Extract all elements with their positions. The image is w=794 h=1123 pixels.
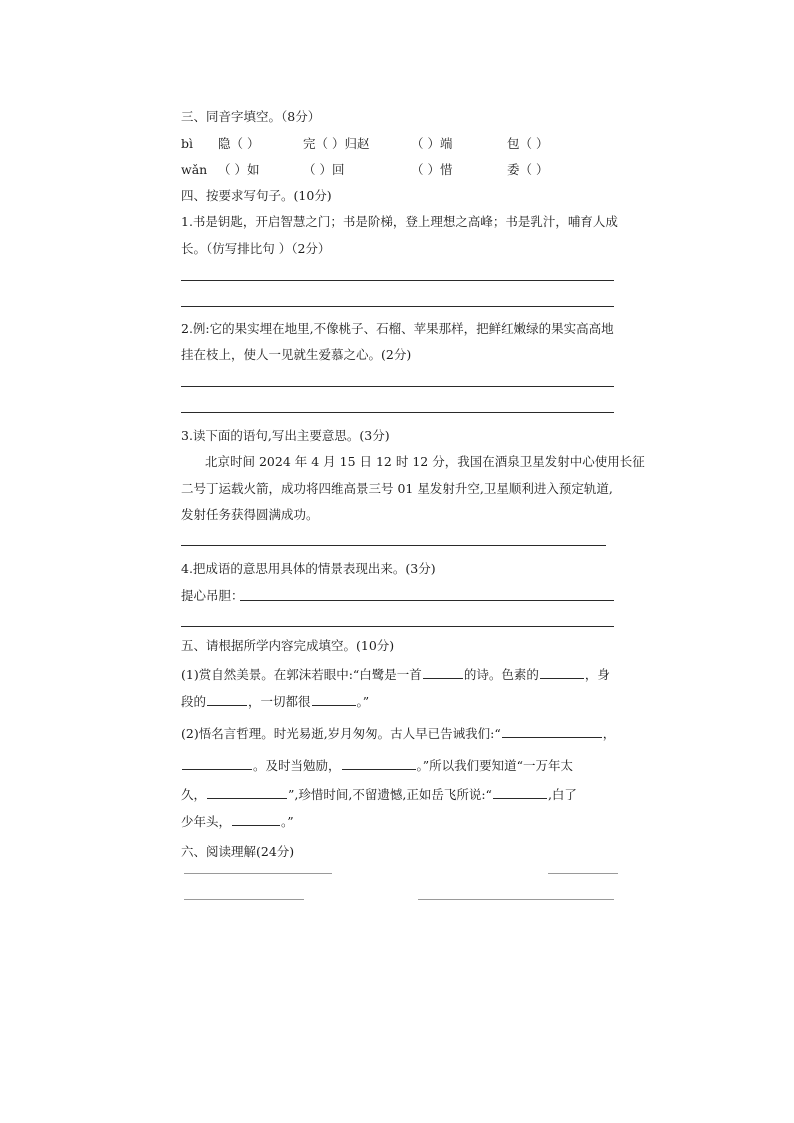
s5-p2-text-f: ”,珍惜时间,不留遗憾,正如岳飞所说:“ <box>288 787 492 802</box>
s5-p2-text-b: ， <box>602 726 616 741</box>
s5-p2-line-2 <box>181 755 573 775</box>
decor-line-1 <box>184 873 332 874</box>
s5-p1-text-b: 的诗。色素的 <box>463 667 539 682</box>
section6-title: 六、阅读理解(24分) <box>181 844 295 859</box>
s5-p1-blank-3[interactable] <box>207 691 247 706</box>
q2-line-2: 挂在枝上，使人一见就生爱慕之心。(2分) <box>181 347 412 362</box>
q4-title: 4.把成语的意思用具体的情景表现出来。(3分) <box>181 561 436 576</box>
s5-p1-text-e: ，一切都很 <box>248 694 311 709</box>
s5-p1-line-2 <box>181 691 369 711</box>
q3-passage-line-2: 二号丁运载火箭，成功将四维高景三号 01 星发射升空,卫星顺利进入预定轨道, <box>181 481 613 496</box>
s5-p2-line-3 <box>181 784 577 804</box>
section3-row1-item-4: 包（ ） <box>507 136 549 151</box>
q3-title: 3.读下面的语句,写出主要意思。(3分) <box>181 428 390 443</box>
section3-title: 三、同音字填空。（8分） <box>181 109 321 124</box>
s5-p2-text-e: 久， <box>181 787 207 802</box>
section5-title: 五、请根据所学内容完成填空。(10分) <box>181 638 395 653</box>
s5-p2-blank-2[interactable] <box>182 755 252 770</box>
s5-p2-text-g: ,白了 <box>547 787 577 802</box>
q1-answer-line-2[interactable] <box>181 306 614 307</box>
q3-answer-line[interactable] <box>181 545 606 546</box>
s5-p2-text-a: (2)悟名言哲理。时光易逝,岁月匆匆。古人早已告诫我们:“ <box>181 726 501 741</box>
q3-passage-line-3: 发射任务获得圆满成功。 <box>181 507 319 522</box>
section3-row2-item-4: 委（ ） <box>507 162 549 177</box>
s5-p2-text-i: 。” <box>281 814 294 829</box>
section3-row2-item-1: （ ）如 <box>218 162 260 177</box>
s5-p2-blank-1[interactable] <box>502 723 602 738</box>
q4-label: 提心吊胆： <box>181 588 244 603</box>
q1-line-1: 1.书是钥匙，开启智慧之门；书是阶梯，登上理想之高峰；书是乳汁，哺育人成 <box>181 214 618 229</box>
section3-row2-item-2: （ ）回 <box>303 162 345 177</box>
decor-line-3 <box>184 899 304 900</box>
s5-p2-text-h: 少年头， <box>181 814 232 829</box>
s5-p1-text-a: (1)赏自然美景。在郭沫若眼中:“白鹭是一首 <box>181 667 422 682</box>
q2-answer-line-1[interactable] <box>181 386 614 387</box>
s5-p2-blank-6[interactable] <box>232 811 280 826</box>
s5-p1-blank-1[interactable] <box>423 664 463 679</box>
s5-p1-blank-4[interactable] <box>312 691 356 706</box>
s5-p2-blank-4[interactable] <box>207 784 287 799</box>
section3-row1-pinyin: bì <box>181 136 193 151</box>
q3-passage-line-1: 北京时间 2024 年 4 月 15 日 12 时 12 分，我国在酒泉卫星发射中心使用长征 <box>205 454 645 469</box>
section4-title: 四、按要求写句子。(10分) <box>181 188 332 203</box>
q4-answer-line-2[interactable] <box>181 626 614 627</box>
s5-p1-text-f: 。” <box>356 694 370 709</box>
s5-p2-line-4 <box>181 811 294 831</box>
decor-line-4 <box>418 899 614 900</box>
q2-line-1: 2.例:它的果实埋在地里,不像桃子、石榴、苹果那样，把鲜红嫩绿的果实高高地 <box>181 321 614 336</box>
s5-p1-text-d: 段的 <box>181 694 207 709</box>
s5-p2-line-1 <box>181 723 615 743</box>
decor-line-2 <box>548 873 618 874</box>
q1-line-2: 长。（仿写排比句 ）（2分） <box>181 241 331 256</box>
section3-row2-item-3: （ ）惜 <box>411 162 453 177</box>
s5-p2-blank-5[interactable] <box>493 784 547 799</box>
s5-p2-text-d: 。”所以我们要知道“一万年太 <box>416 758 574 773</box>
s5-p2-text-c: 。及时当勉励， <box>253 758 341 773</box>
q4-answer-line-1[interactable] <box>240 600 614 601</box>
section3-row2-pinyin: wǎn <box>181 162 208 177</box>
s5-p1-blank-2[interactable] <box>540 664 584 679</box>
section3-row1-item-3: （ ）端 <box>411 136 453 151</box>
section3-row1-item-1: 隐（ ） <box>218 136 260 151</box>
q2-answer-line-2[interactable] <box>181 412 614 413</box>
section3-row1-item-2: 完（ ）归赵 <box>303 136 370 151</box>
s5-p1-line-1 <box>181 664 610 684</box>
q1-answer-line-1[interactable] <box>181 280 614 281</box>
s5-p1-text-c: ，身 <box>584 667 610 682</box>
s5-p2-blank-3[interactable] <box>342 755 416 770</box>
